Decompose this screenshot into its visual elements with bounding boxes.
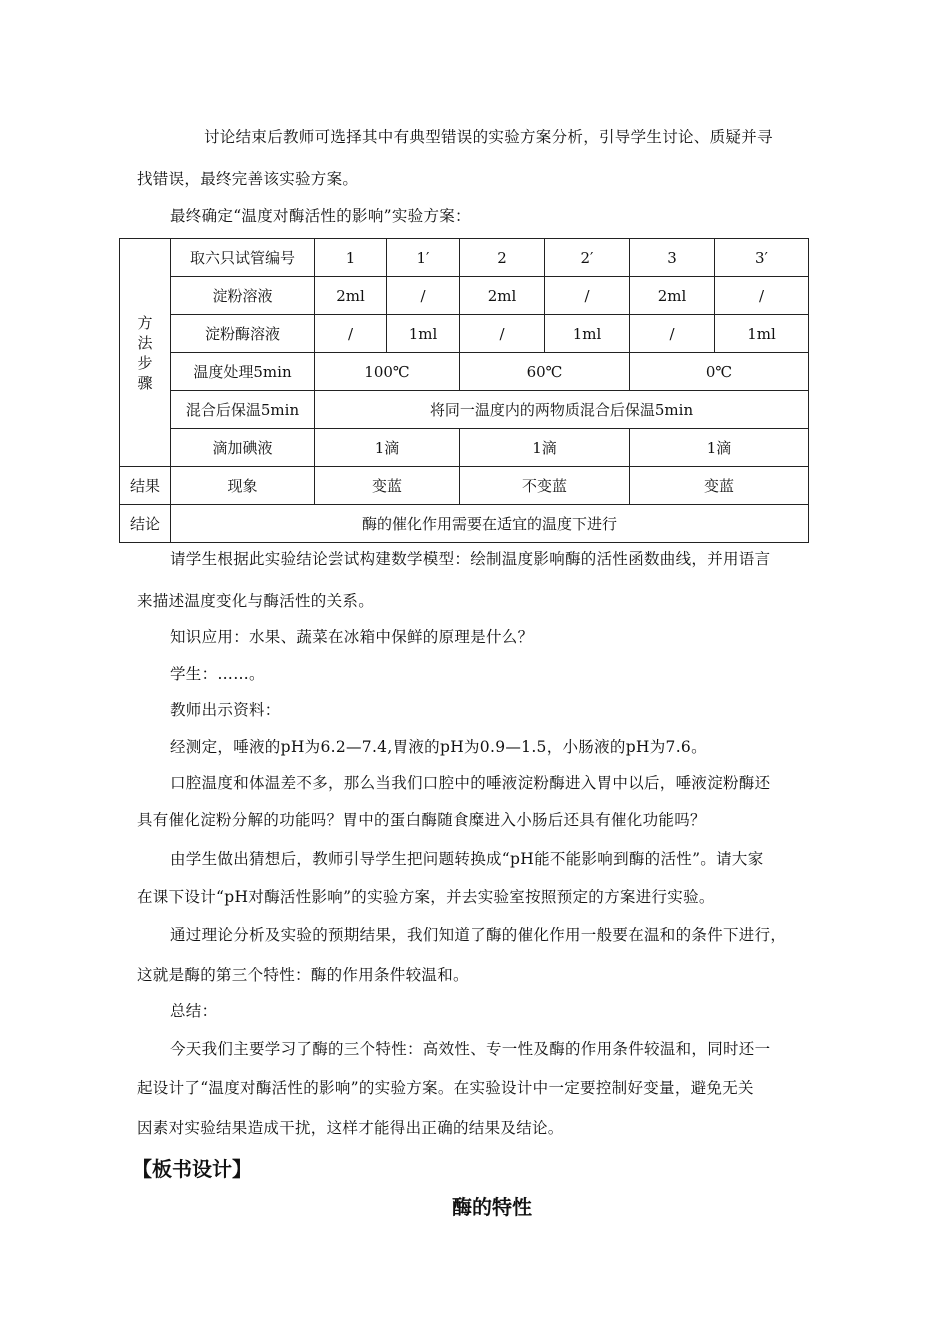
table-row [120, 429, 809, 467]
table-cell: 3′ [715, 239, 809, 277]
table-cell: 1ml [545, 315, 630, 353]
paragraph-summary-label: 总结： [170, 1002, 218, 1020]
paragraph-summary-line1: 今天我们主要学习了酶的三个特性：高效性、专一性及酶的作用条件较温和，同时还一 [170, 1040, 771, 1058]
table-row [120, 505, 809, 543]
table-cell: 2ml [630, 277, 715, 315]
experiment-table [119, 238, 809, 543]
paragraph-summary-line3: 因素对实验结果造成干扰，这样才能得出正确的结果及结论。 [137, 1119, 564, 1137]
paragraph-model-line2: 来描述温度变化与酶活性的关系。 [137, 592, 375, 610]
table-cell: / [460, 315, 545, 353]
method-steps-header [120, 239, 171, 467]
paragraph-discussion-line1: 讨论结束后教师可选择其中有典型错误的实验方案分析，引导学生讨论、质疑并寻 [204, 128, 773, 146]
table-cell: / [545, 277, 630, 315]
paragraph-final-plan: 最终确定“温度对酶活性的影响”实验方案： [170, 207, 471, 225]
table-cell: 100℃ [315, 353, 460, 391]
paragraph-discussion-line2: 找错误，最终完善该实验方案。 [137, 170, 359, 188]
table-cell: 3 [630, 239, 715, 277]
table-cell: 变蓝 [630, 467, 809, 505]
table-cell: 1滴 [315, 429, 460, 467]
table-cell: 2ml [315, 277, 387, 315]
table-cell: 变蓝 [315, 467, 460, 505]
table-cell: 1ml [387, 315, 460, 353]
table-cell: 1′ [387, 239, 460, 277]
table-cell: 1滴 [630, 429, 809, 467]
table-cell: 2′ [545, 239, 630, 277]
row-label: 现象 [171, 467, 315, 505]
method-char: 步 [137, 353, 153, 372]
paragraph-student: 学生：……。 [170, 665, 265, 683]
table-row [120, 277, 809, 315]
row-label: 滴加碘液 [171, 429, 315, 467]
table-cell: 1ml [715, 315, 809, 353]
method-char: 法 [137, 333, 153, 352]
table-cell: 将同一温度内的两物质混合后保温5min [315, 391, 809, 429]
table-cell: 酶的催化作用需要在适宜的温度下进行 [171, 505, 809, 543]
row-label: 温度处理5min [171, 353, 315, 391]
table-cell: 2ml [460, 277, 545, 315]
paragraph-question-line1: 口腔温度和体温差不多，那么当我们口腔中的唾液淀粉酶进入胃中以后，唾液淀粉酶还 [170, 774, 771, 792]
table-cell: 不变蓝 [460, 467, 630, 505]
paragraph-question-line2: 具有催化淀粉分解的功能吗？胃中的蛋白酶随食糜进入小肠后还具有催化功能吗？ [137, 811, 706, 829]
table-cell: / [315, 315, 387, 353]
table-row [120, 315, 809, 353]
paragraph-guess-line1: 由学生做出猜想后，教师引导学生把问题转换成“pH能不能影响到酶的活性”。请大家 [170, 850, 764, 868]
paragraph-guess-line2: 在课下设计“pH对酶活性影响”的实验方案，并去实验室按照预定的方案进行实验。 [137, 888, 715, 906]
board-design-heading: 【板书设计】 [132, 1157, 252, 1181]
result-header: 结果 [120, 467, 171, 505]
method-char: 方 [137, 313, 153, 332]
conclusion-header: 结论 [120, 505, 171, 543]
row-label: 淀粉酶溶液 [171, 315, 315, 353]
method-char: 骤 [137, 373, 153, 392]
paragraph-theory-line2: 这就是酶的第三个特性：酶的作用条件较温和。 [137, 966, 469, 984]
row-label: 混合后保温5min [171, 391, 315, 429]
table-cell: 1 [315, 239, 387, 277]
table-cell: 60℃ [460, 353, 630, 391]
table-row [120, 391, 809, 429]
paragraph-summary-line2: 起设计了“温度对酶活性的影响”的实验方案。在实验设计中一定要控制好变量，避免无关 [137, 1079, 754, 1097]
row-label: 淀粉溶液 [171, 277, 315, 315]
paragraph-application: 知识应用：水果、蔬菜在冰箱中保鲜的原理是什么？ [170, 628, 534, 646]
table-cell: 2 [460, 239, 545, 277]
table-cell: / [630, 315, 715, 353]
board-title: 酶的特性 [452, 1195, 532, 1219]
table-row [120, 467, 809, 505]
paragraph-model-line1: 请学生根据此实验结论尝试构建数学模型：绘制温度影响酶的活性函数曲线，并用语言 [170, 550, 771, 568]
table-cell: 1滴 [460, 429, 630, 467]
table-row [120, 353, 809, 391]
table-cell: 0℃ [630, 353, 809, 391]
table-cell: / [715, 277, 809, 315]
paragraph-theory-line1: 通过理论分析及实验的预期结果，我们知道了酶的催化作用一般要在温和的条件下进行， [170, 926, 787, 944]
table-row [120, 239, 809, 277]
table-cell: / [387, 277, 460, 315]
row-label: 取六只试管编号 [171, 239, 315, 277]
paragraph-ph-values: 经测定，唾液的pH为6.2—7.4,胃液的pH为0.9—1.5，小肠液的pH为7.6。 [170, 738, 707, 756]
paragraph-teacher-material: 教师出示资料： [170, 701, 281, 719]
